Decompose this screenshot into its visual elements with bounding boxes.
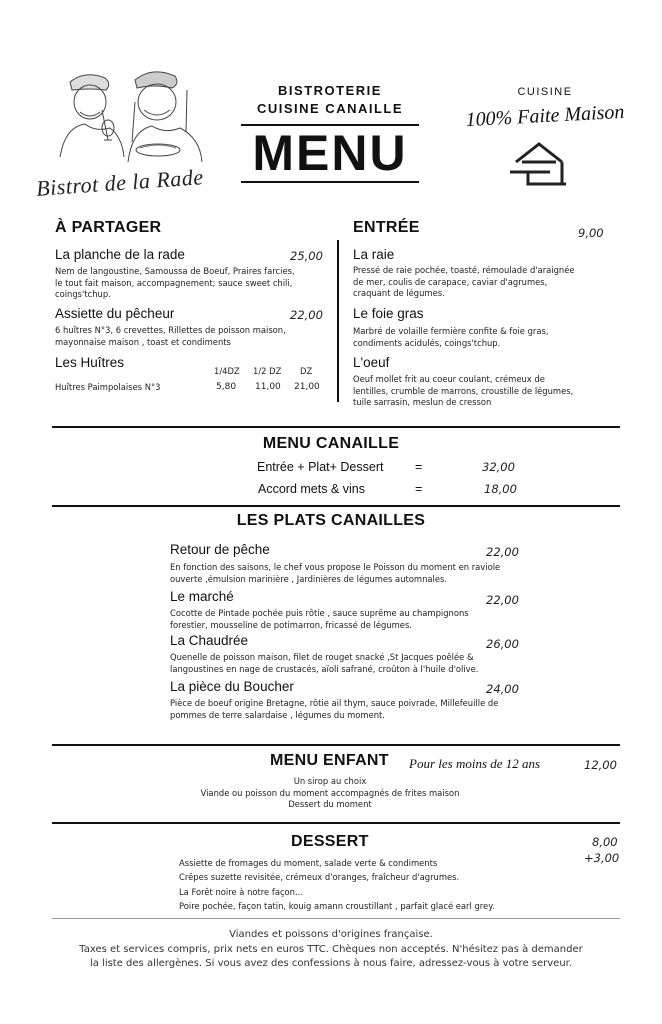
dish-desc: Pièce de boeuf origine Bretagne, rôtie ail thym, sauce poivrade, Millefeuille de pommes de terre salardaise , légumes du moment. [170, 698, 499, 720]
menu-enfant-lines: Un sirop au choix Viande ou poisson du moment accompagnés de frites maison Dessert du moment [200, 776, 460, 810]
column-divider [337, 240, 339, 402]
dessert-lines: Assiette de fromages du moment, salade verte & condiments Crêpes suzette revisitée, crémeux d'oranges, fraîcheur d'agrumes. La Forêt noire à notre façon... Poire pochée, façon tatin, kouig amann croustillant , parfait glacé earl grey. [179, 858, 495, 912]
section-title-entree: ENTRÉE [353, 219, 420, 236]
dessert-price: 8,00 [592, 835, 618, 849]
dish-price: 25,00 [290, 249, 323, 263]
dish-name: La planche de la rade [55, 247, 185, 262]
section-title-menu-enfant: MENU ENFANT [270, 752, 389, 769]
menu-canaille-price: 32,00 [482, 460, 515, 474]
menu-title-rule-bottom [241, 181, 419, 183]
dish-desc: Marbré de volaille fermière confite & foie gras, condiments acidulés, coings'tchup. [353, 326, 549, 348]
cuisine-script: 100% Faite Maison [465, 100, 625, 132]
dish-price: 22,00 [486, 545, 519, 559]
section-title-a-partager: À PARTAGER [55, 219, 162, 236]
menu-enfant-subtitle: Pour les moins de 12 ans [409, 756, 541, 771]
dish-desc: 6 huîtres N°3, 6 crevettes, Rillettes de poisson maison, mayonnaise maison , toast et condiments [55, 325, 286, 347]
header-line2: CUISINE CANAILLE [256, 101, 404, 116]
huitres-value: 5,80 [216, 382, 237, 392]
house-icon [508, 140, 570, 188]
menu-canaille-row: Entrée + Plat+ Dessert [257, 460, 384, 474]
dish-price: 26,00 [486, 637, 519, 651]
menu-canaille-price: 18,00 [484, 482, 517, 496]
dish-name: Le foie gras [353, 306, 424, 321]
huitres-col-2: 1/2 DZ [253, 366, 282, 376]
huitres-col-1: 1/4DZ [214, 366, 240, 376]
chefs-sketch-icon [40, 62, 215, 172]
logo-illustration [40, 62, 215, 172]
huitres-col-3: DZ [300, 366, 313, 376]
header-line1: BISTROTERIE [278, 83, 382, 98]
dish-name: Assiette du pêcheur [55, 306, 175, 321]
dish-desc: Cocotte de Pintade pochée puis rôtie , sauce suprême au champignons forestier, mousseline de potimarron, fricassé de légumes. [170, 608, 469, 630]
dish-name: La pièce du Boucher [170, 679, 294, 694]
section-rule [52, 822, 620, 824]
dish-price: 24,00 [486, 682, 519, 696]
dish-desc: En fonction des saisons, le chef vous propose le Poisson du moment en raviole ouverte ,émulsion marinière , Jardinières de légumes automnales. [170, 562, 501, 584]
menu-canaille-eq: = [415, 482, 423, 496]
dish-name: L'oeuf [353, 355, 390, 370]
dish-name: Le marché [170, 589, 234, 604]
brand-script: Bistrot de la Rade [35, 164, 205, 201]
dish-price: 22,00 [486, 593, 519, 607]
dessert-price-extra: +3,00 [584, 851, 620, 865]
menu-enfant-price: 12,00 [584, 758, 617, 772]
huitres-value: 21,00 [294, 382, 320, 392]
dish-price: 22,00 [290, 308, 323, 322]
section-title-dessert: DESSERT [291, 833, 369, 850]
section-title-plats: LES PLATS CANAILLES [236, 512, 426, 529]
dish-name: La Chaudrée [170, 633, 249, 648]
dish-desc: Pressé de raie pochée, toasté, rémoulade d'araignée de mer, coulis de carapace, caviar d'agrumes, craquant de légumes. [353, 265, 575, 299]
footer-notes: Viandes et poissons d'origines française. Taxes et services compris, prix nets en euros TTC. Chèques non acceptés. N'hésitez pas à demander la liste des allergènes. Si vous avez des confessions à nous faire, adressez-vous à votre serveur. [79, 929, 583, 969]
section-rule [52, 918, 620, 919]
dish-desc: Oeuf mollet frit au coeur coulant, crémeux de lentilles, crumble de marrons, croustille de légumes, tuile sarrasin, meslun de cresson [353, 374, 574, 408]
section-rule [52, 426, 620, 428]
dish-desc: Quenelle de poisson maison, filet de rouget snacké ,St Jacques poêlée & langoustines en nage de crustacés, aïoli safrané, croûton à l'huile d'olive. [170, 652, 479, 674]
huitres-row-label: Huîtres Paimpolaises N°3 [55, 382, 161, 392]
page-title: MENU [252, 125, 408, 181]
section-rule [52, 505, 620, 507]
dish-desc: Nem de langoustine, Samoussa de Boeuf, Praires farcies, le tout fait maison, accompagnement; sauce sweet chili, coings'tchup. [55, 266, 295, 300]
section-rule [52, 744, 620, 746]
section-title-menu-canaille: MENU CANAILLE [262, 435, 400, 452]
dish-name: Retour de pêche [170, 542, 270, 557]
dish-name: La raie [353, 247, 395, 262]
huitres-title: Les Huîtres [55, 355, 125, 370]
menu-canaille-eq: = [415, 460, 423, 474]
cuisine-label: CUISINE [517, 86, 573, 98]
entree-price: 9,00 [578, 226, 604, 240]
huitres-value: 11,00 [255, 382, 281, 392]
menu-canaille-row: Accord mets & vins [258, 482, 365, 496]
